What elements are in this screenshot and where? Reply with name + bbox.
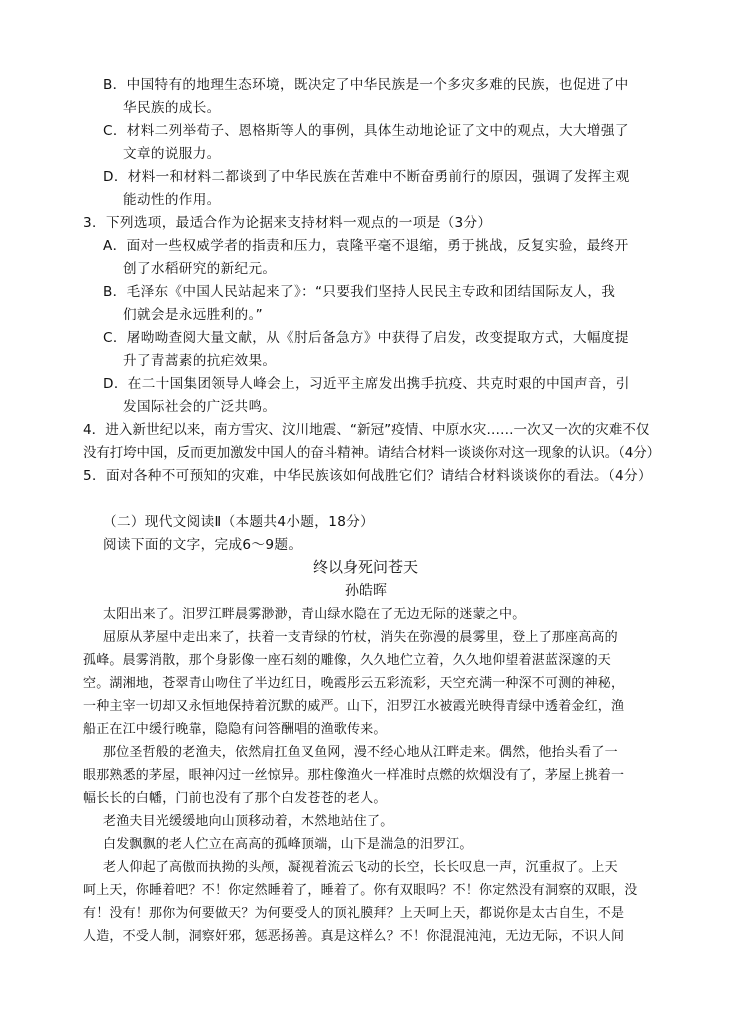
article-line: 幅长长的白幡，门前也没有了那个白发苍苍的老人。	[83, 791, 387, 806]
article-line: 太阳出来了。汨罗江畔晨雾渺渺，青山绿水隐在了无边无际的迷蒙之中。	[103, 607, 526, 622]
article-line: 空。湖湘地，苍翠青山吻住了半边红日，晚霞彤云五彩流彩，天空充满一种深不可测的神秘，	[83, 676, 625, 691]
article-line: 孤峰。晨雾消散，那个身影像一座石刻的雕像，久久地伫立着，久久地仰望着湛蓝深邃的天	[83, 653, 612, 668]
article-title: 终以身死问苍天	[313, 558, 419, 576]
q4-line1: 4．进入新世纪以来，南方雪灾、汶川地震、“新冠”疫情、中原水灾……一次又一次的灾难不仅	[83, 422, 650, 438]
q3-option-b-line2: 们就会是永远胜利的。”	[123, 307, 264, 323]
article-line: 屈原从茅屋中走出来了，扶着一支青绿的竹杖，消失在弥漫的晨雾里，登上了那座高高的	[103, 630, 618, 645]
q4-line2: 没有打垮中国，反而更加激发中国人的奋斗精神。请结合材料一谈谈你对这一现象的认识。（4分）	[83, 445, 660, 461]
q3-option-b-line1: B．毛泽东《中国人民站起来了》：“只要我们坚持人民民主专政和团结国际友人，我	[103, 284, 616, 300]
q3-option-a-line2: 创了水稻研究的新纪元。	[123, 261, 277, 277]
q3-stem: 3．下列选项，最适合作为论据来支持材料一观点的一项是（3分）	[83, 215, 492, 231]
q2-option-b-line2: 华民族的成长。	[123, 100, 221, 116]
article-line: 人造，不受人制，洞察奸邪，惩恶扬善。真是这样么？不！你混混沌沌，无边无际，不识人间	[83, 929, 625, 944]
article-line: 白发飘飘的老人伫立在高高的孤峰顶端，山下是湍急的汨罗江。	[103, 837, 473, 852]
q5: 5．面对各种不可预知的灾难，中华民族该如何战胜它们？请结合材料谈谈你的看法。（4分）	[83, 468, 652, 484]
article-line: 一种主宰一切却又永恒地保持着沉默的威严。山下，汨罗江水被霞光映得青绿中透着金红，渔	[83, 699, 625, 714]
q2-option-b-line1: B．中国特有的地理生态环境，既决定了中华民族是一个多灾多难的民族，也促进了中	[103, 77, 629, 93]
q2-option-d-line2: 能动性的作用。	[123, 192, 221, 208]
article-author: 孙皓晖	[345, 583, 387, 599]
article-line: 老渔夫目光缓缓地向山顶移动着，木然地站住了。	[103, 814, 394, 829]
q2-option-d-line1: D．材料一和材料二都谈到了中华民族在苦难中不断奋勇前行的原因，强调了发挥主观	[103, 169, 630, 185]
q3-option-a-line1: A．面对一些权威学者的指责和压力，袁隆平毫不退缩，勇于挑战，反复实验，最终开	[103, 238, 629, 254]
article-line: 有！没有！那你为何要做天？为何要受人的顶礼膜拜？上天呵上天，都说你是太古自生，不是	[83, 906, 625, 921]
q2-option-c-line1: C．材料二列举荀子、恩格斯等人的事例，具体生动地论证了文中的观点，大大增强了	[103, 123, 629, 139]
article-line: 眼那熟悉的茅屋，眼神闪过一丝惊异。那柱像渔火一样准时点燃的炊烟没有了，茅屋上挑着一	[83, 768, 625, 783]
section-instruction: 阅读下面的文字，完成6～9题。	[103, 537, 303, 553]
article-line: 船正在江中缓行晚靠，隐隐有问答酬唱的渔歌传来。	[83, 722, 387, 737]
q3-option-d-line1: D．在二十国集团领导人峰会上，习近平主席发出携手抗疫、共克时艰的中国声音，引	[103, 376, 630, 392]
q2-option-c-line2: 文章的说服力。	[123, 146, 221, 162]
q3-option-c-line1: C．屠呦呦查阅大量文献，从《肘后备急方》中获得了启发，改变提取方式，大幅度提	[103, 330, 629, 346]
article-line: 那位圣哲般的老渔夫，依然肩扛鱼叉鱼网，漫不经心地从江畔走来。偶然，他抬头看了一	[103, 745, 618, 760]
section-heading: （二）现代文阅读Ⅱ（本题共4小题，18分）	[103, 514, 375, 530]
article-line: 老人仰起了高傲而执拗的头颅，凝视着流云飞动的长空，长长叹息一声，沉重叔了。上天	[103, 860, 618, 875]
article-line: 呵上天，你睡着吧？不！你定然睡着了，睡着了。你有双眼吗？不！你定然没有洞察的双眼，没	[83, 883, 638, 898]
q3-option-d-line2: 发国际社会的广泛共鸣。	[123, 399, 277, 415]
q3-option-c-line2: 升了青蒿素的抗疟效果。	[123, 353, 277, 369]
